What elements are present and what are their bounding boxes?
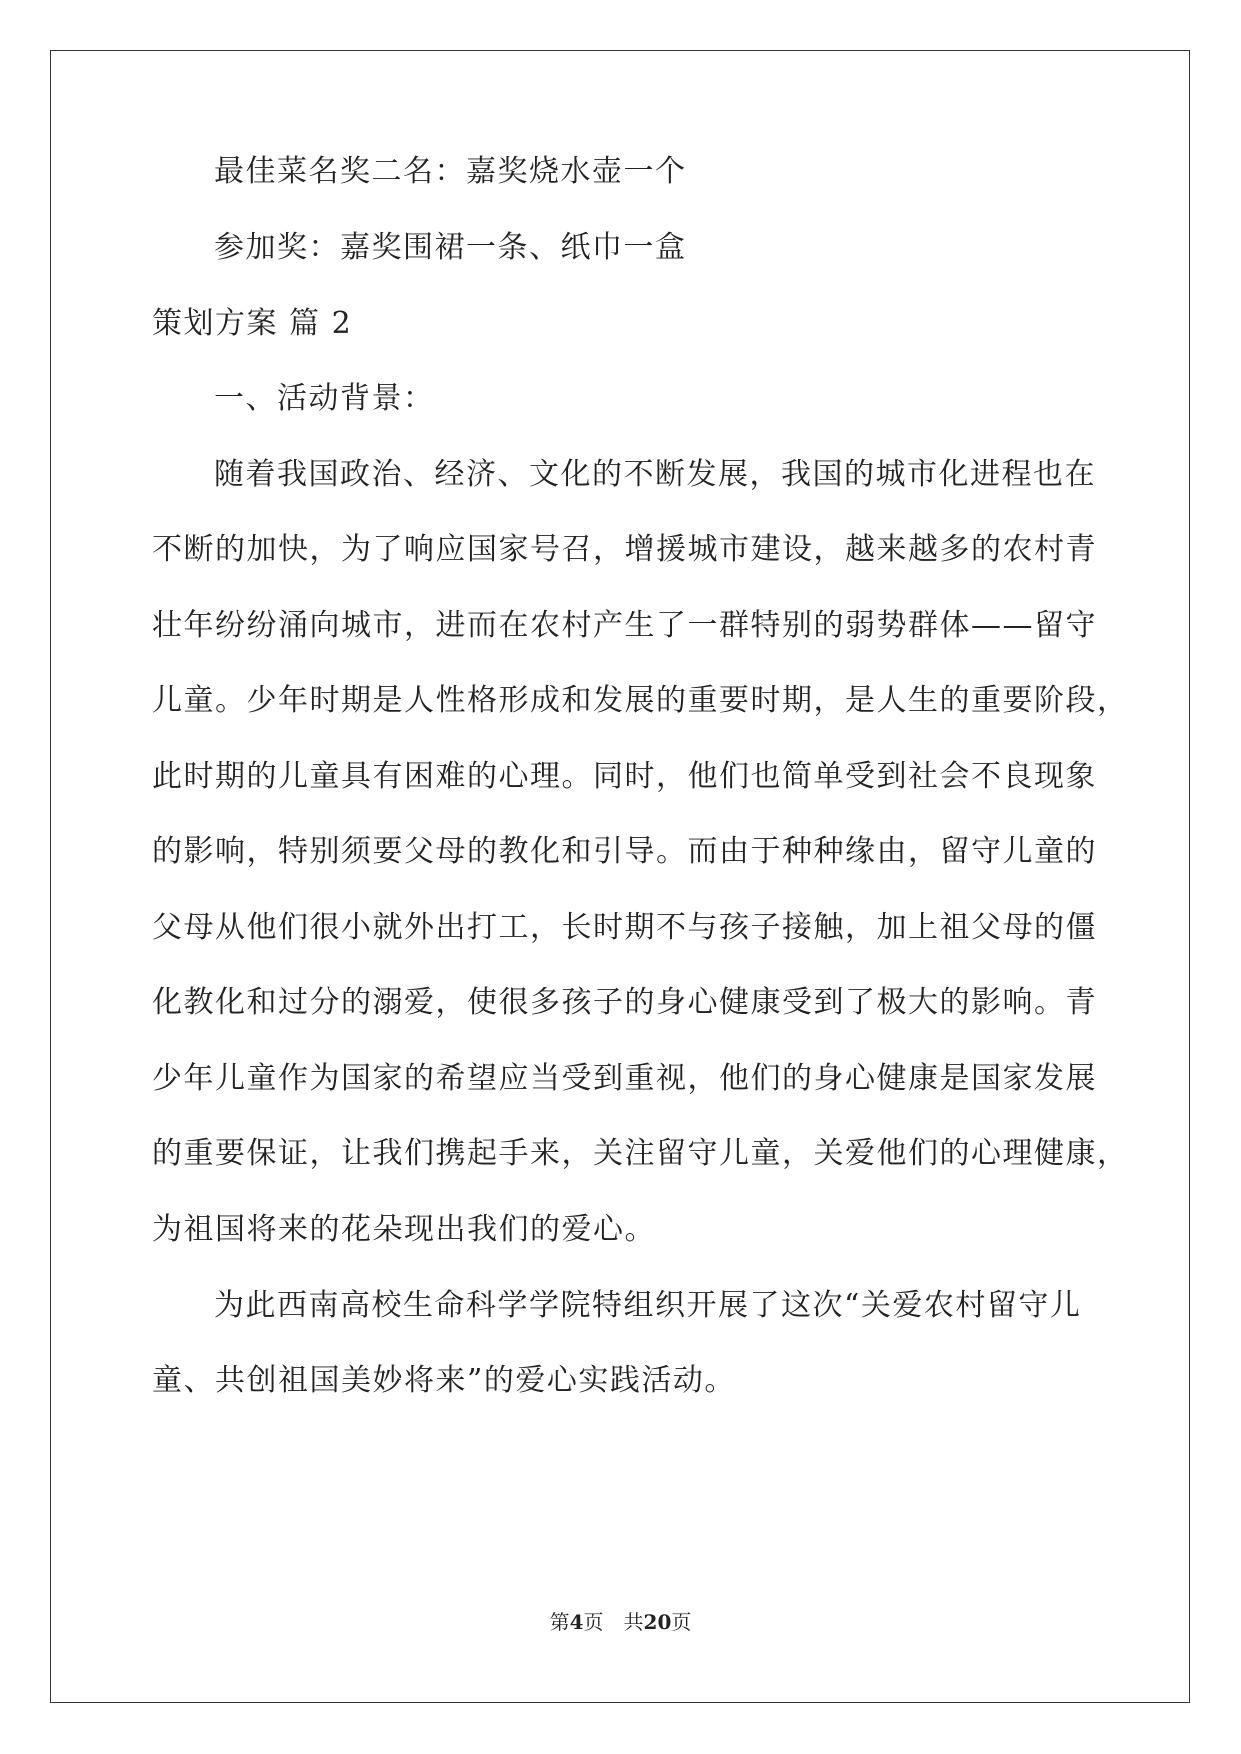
page-border	[50, 50, 1190, 1703]
paragraph-line: 此时期的儿童具有困难的心理。同时，他们也简单受到社会不良现象	[152, 759, 1097, 794]
page-suffix: 页	[671, 1610, 692, 1634]
award-participation: 参加奖：嘉奖围裙一条、纸巾一盒	[214, 230, 687, 265]
paragraph-line: 少年儿童作为国家的希望应当受到重视，他们的身心健康是国家发展	[152, 1061, 1097, 1096]
paragraph-line: 壮年纷纷涌向城市，进而在农村产生了一群特别的弱势群体——留守	[152, 608, 1097, 643]
current-page-number: 4	[569, 1610, 584, 1634]
paragraph-line: 化教化和过分的溺爱，使很多孩子的身心健康受到了极大的影响。青	[152, 985, 1097, 1020]
page-footer	[0, 1610, 1241, 1634]
total-page-number: 20	[643, 1610, 672, 1634]
section-heading: 策划方案 篇 2	[152, 306, 353, 341]
paragraph-line: 父母从他们很小就外出打工，长时期不与孩子接触，加上祖父母的僵	[152, 910, 1097, 945]
page-mid: 页 共	[583, 1610, 644, 1634]
page-prefix: 第	[549, 1610, 570, 1634]
paragraph-line: 为此西南高校生命科学学院特组织开展了这次“关爱农村留守儿	[214, 1288, 1082, 1323]
paragraph-line: 童、共创祖国美妙将来”的爱心实践活动。	[152, 1363, 736, 1398]
paragraph-line: 为祖国将来的花朵现出我们的爱心。	[152, 1212, 656, 1247]
paragraph-line: 随着我国政治、经济、文化的不断发展，我国的城市化进程也在	[214, 457, 1096, 492]
paragraph-line: 的重要保证，让我们携起手来，关注留守儿童，关爱他们的心理健康，	[152, 1136, 1129, 1171]
paragraph-line: 不断的加快，为了响应国家号召，增援城市建设，越来越多的农村青	[152, 532, 1097, 567]
subsection-heading: 一、活动背景：	[214, 381, 435, 416]
paragraph-line: 的影响，特别须要父母的教化和引导。而由于种种缘由，留守儿童的	[152, 834, 1097, 869]
paragraph-line: 儿童。少年时期是人性格形成和发展的重要时期，是人生的重要阶段，	[152, 683, 1129, 718]
award-best-dish-name: 最佳菜名奖二名：嘉奖烧水壶一个	[214, 154, 687, 189]
